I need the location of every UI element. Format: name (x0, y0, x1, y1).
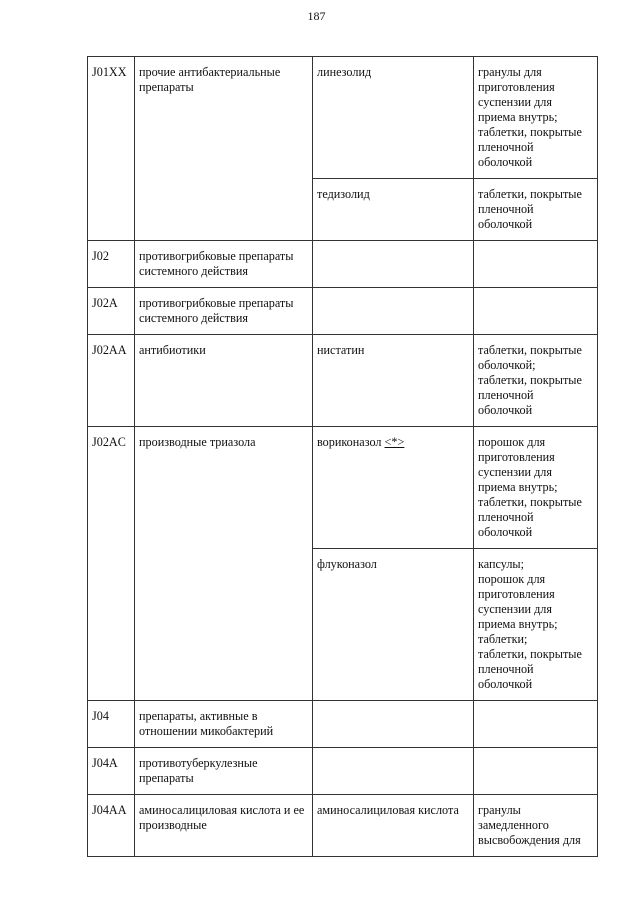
drug-name: нистатин (317, 343, 365, 357)
dosage-form-cell (474, 748, 598, 795)
dosage-form-cell (474, 288, 598, 335)
anatomical-group-cell: прочие антибактериальные препараты (135, 57, 313, 241)
anatomical-group-cell: производные триазола (135, 427, 313, 701)
drug-name-cell (313, 57, 474, 179)
dosage-form-cell: таблетки, покрытые пленочной оболочкой (474, 179, 598, 241)
drug-name-cell (313, 179, 474, 241)
table-row (88, 795, 598, 857)
atc-code-cell: J02A (88, 288, 135, 335)
drug-name-cell (313, 748, 474, 795)
anatomical-group-cell: препараты, активные в отношении микобактерий (135, 701, 313, 748)
anatomical-group-cell: противогрибковые препараты системного действия (135, 288, 313, 335)
dosage-form-cell: таблетки, покрытые оболочкой; таблетки, покрытые пленочной оболочкой (474, 335, 598, 427)
atc-code-cell: J02AA (88, 335, 135, 427)
drug-table (87, 56, 598, 857)
table-row (88, 57, 598, 179)
anatomical-group-cell: противотуберкулезные препараты (135, 748, 313, 795)
table-row (88, 748, 598, 795)
drug-name-cell (313, 701, 474, 748)
dosage-form-cell: гранулы замедленного высвобождения для (474, 795, 598, 857)
dosage-form-cell (474, 241, 598, 288)
dosage-form-cell: капсулы; порошок для приготовления суспензии для приема внутрь; таблетки; таблетки, покрытые пленочной оболочкой (474, 549, 598, 701)
drug-name: линезолид (317, 65, 372, 79)
dosage-form-cell: порошок для приготовления суспензии для приема внутрь; таблетки, покрытые пленочной оболочкой (474, 427, 598, 549)
drug-name-cell (313, 427, 474, 549)
dosage-form-cell: гранулы для приготовления суспензии для приема внутрь; таблетки, покрытые пленочной оболочкой (474, 57, 598, 179)
atc-code-cell: J01XX (88, 57, 135, 241)
drug-name-cell (313, 335, 474, 427)
atc-code-cell: J02 (88, 241, 135, 288)
atc-code-cell: J04AA (88, 795, 135, 857)
drug-name: аминосалициловая кислота (317, 803, 459, 817)
dosage-form-cell (474, 701, 598, 748)
drug-name-cell (313, 549, 474, 701)
atc-code-cell: J02AC (88, 427, 135, 701)
table-row (88, 241, 598, 288)
table-body (88, 57, 598, 857)
page-number: 187 (307, 9, 326, 23)
table-row (88, 427, 598, 549)
atc-code-cell: J04A (88, 748, 135, 795)
drug-name-cell (313, 288, 474, 335)
footnote-link[interactable]: <*> (384, 435, 405, 449)
anatomical-group-cell: аминосалициловая кислота и ее производные (135, 795, 313, 857)
table-row (88, 335, 598, 427)
table-row (88, 288, 598, 335)
anatomical-group-cell: противогрибковые препараты системного действия (135, 241, 313, 288)
drug-name-cell (313, 241, 474, 288)
drug-name: флуконазол (317, 557, 377, 571)
anatomical-group-cell: антибиотики (135, 335, 313, 427)
atc-code-cell: J04 (88, 701, 135, 748)
drug-name: тедизолид (317, 187, 370, 201)
table-row (88, 701, 598, 748)
drug-name: вориконазол (317, 435, 382, 449)
drug-name-cell (313, 795, 474, 857)
